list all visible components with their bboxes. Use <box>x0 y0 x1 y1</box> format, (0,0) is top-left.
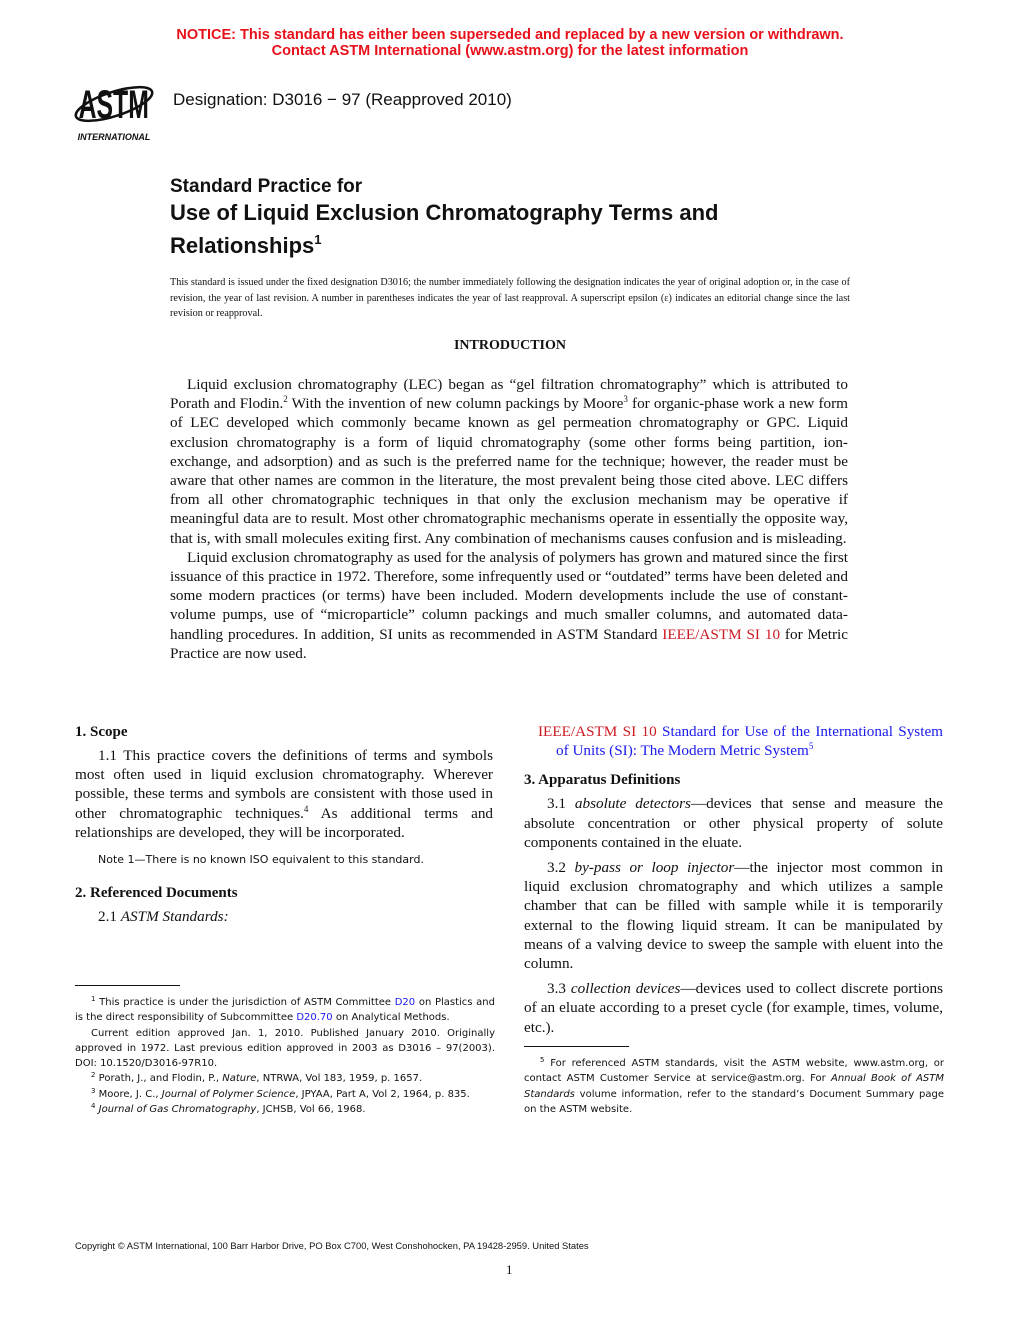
def-term: by-pass or loop injector <box>574 859 735 877</box>
intro-p1-text-b: With the invention of new column packings by Moore <box>287 395 624 413</box>
fn5-text-b: volume information, refer to the standard’s Document Summary page on the ASTM website. <box>524 1088 944 1115</box>
footnote-1-edition: Current edition approved Jan. 1, 2010. Published January 2010. Originally approved in 1972. Last previous edition approved in 2003 as D3016 – 97(2003). DOI: 10.1520/D3016-97R10. <box>75 1027 495 1070</box>
intro-p1-text-c: for organic-phase work a new form of LEC developed which commonly became known as gel permeation chromatography or GPC. Liquid exclusion chromatography is a form of liquid chromatography (some other forms being partition, ion-exchange, and adsorption) and as such is the preferred name for the technique; however, the reader must be aware that other names are common in the literature, the most prevalent being those cited above. LEC differs from all other chromatographic techniques in that only the exclusion mechanism may be operative if meaningful data are to result. Most other chromatographic mechanisms operate in essentially the opposite way, that is, with small molecules exiting first. Any combination of mechanisms causes confusion and is misleading. <box>170 395 848 547</box>
footnotes-left <box>75 995 495 1117</box>
page-number: 1 <box>506 1262 513 1277</box>
fn-mark: 1 <box>91 995 96 1003</box>
fn3-text-a: Moore, J. C., <box>95 1088 162 1100</box>
fn5-text-a: For referenced ASTM standards, visit the ASTM website, www.astm.org, or contact ASTM Customer Service at service@astm.org. For <box>524 1058 944 1085</box>
supersession-notice <box>0 27 1020 59</box>
scope-paragraph-1-1 <box>75 746 493 842</box>
def-term: collection devices <box>570 980 681 998</box>
footnote-ref-3: 3 <box>623 394 628 405</box>
ieee-si10-ref-link[interactable]: IEEE/ASTM SI 10 <box>538 723 657 740</box>
footnote-ref-5: 5 <box>808 741 814 752</box>
subsection-2-1 <box>75 907 493 926</box>
footnote-divider-left <box>75 985 180 986</box>
subsection-label: ASTM Standards: <box>120 908 229 926</box>
committee-d20-link[interactable]: D20 <box>394 997 416 1008</box>
definition-3-2 <box>524 858 943 973</box>
def-number: 3.1 <box>547 795 575 813</box>
fn1-text-b: on Plastics and is the direct responsibility of Subcommittee <box>75 997 495 1024</box>
ieee-si10-title-link[interactable]: Standard for Use of the International System of Units (SI): The Modern Metric System <box>556 723 943 760</box>
fn-mark: 4 <box>91 1102 96 1111</box>
copyright-line: Copyright © ASTM International, 100 Barr Harbor Drive, PO Box C700, West Conshohocken, PA 19428-2959. United States <box>75 1240 589 1251</box>
fn5-book: Annual Book of ASTM Standards <box>524 1073 944 1100</box>
introduction-heading: INTRODUCTION <box>453 338 566 353</box>
footnote-3 <box>75 1087 495 1102</box>
fn3-text-b: , JPYAA, Part A, Vol 2, 1964, p. 835. <box>295 1088 470 1100</box>
fn2-text-a: Porath, J., and Flodin, P., <box>95 1073 223 1085</box>
def-number: 3.3 <box>547 980 571 998</box>
note-1: Note 1—There is no known ISO equivalent to this standard. <box>98 853 424 867</box>
title-line-1: Standard Practice for <box>170 176 363 197</box>
def-text: —the injector most common in liquid exclusion chromatography and which utilizes a sample chamber that can be filled with sample while it is temporarily external to the flowing liquid stream. It can be manipulated by means of a valving device to sweep the sample with eluent into the column. <box>524 859 943 973</box>
footnote-5 <box>524 1056 944 1117</box>
fn2-journal: Nature <box>222 1073 257 1085</box>
scope-text-b: As additional terms and relationships are developed, they will be incorporated. <box>75 804 494 841</box>
ieee-si10-link[interactable]: IEEE/ASTM SI 10 <box>662 625 781 643</box>
def-text: —devices used to collect discrete portions of an eluate according to a preset cycle (for example, times, volume, etc.). <box>524 980 943 1036</box>
definition-3-1 <box>524 794 943 852</box>
left-column <box>75 722 493 926</box>
fn-mark: 2 <box>91 1071 96 1080</box>
footnote-4 <box>75 1102 495 1117</box>
svg-text:ASTM: ASTM <box>78 83 149 128</box>
scope-text-a: 1.1 This practice covers the definitions of terms and symbols most often used in liquid exclusion chromatography. Wherever possible, these terms and symbols are consistent with those used in other chromatographic techniques. <box>75 747 493 822</box>
intro-p2-text-b: for Metric Practice are now used. <box>170 625 848 662</box>
fn4-text-b: , JCHSB, Vol 66, 1968. <box>256 1104 366 1116</box>
def-term: absolute detectors <box>574 795 691 813</box>
issued-statement: This standard is issued under the fixed designation D3016; the number immediately following the designation indicates the year of original adoption or, in the case of revision, the year of last revision. A number in parentheses indicates the year of last reapproval. A superscript epsilon (ε) indicates an editorial change since the last revision or reapproval. <box>170 277 850 319</box>
def-text: —devices that sense and measure the absolute concentration or other physical property of solute components contained in the eluate. <box>524 795 944 851</box>
designation: Designation: D3016 − 97 (Reapproved 2010) <box>173 90 512 109</box>
intro-p2-text-a: Liquid exclusion chromatography as used for the analysis of polymers has grown and matured since the first issuance of this practice in 1972. Therefore, some infrequently used or “outdated” terms have been deleted and some modern practices (or terms) have been included. Modern developments include the use of constant-volume pumps, use of “microparticle” column packings and much smaller columns, and automated data-handling procedures. In addition, SI units as recommended in ASTM Standard <box>170 548 848 643</box>
footnote-1 <box>75 995 495 1026</box>
intro-p1-text-a: Liquid exclusion chromatography (LEC) began as “gel filtration chromatography” which is attributed to Porath and Flodin. <box>170 376 848 413</box>
referenced-standard-entry <box>524 722 943 760</box>
fn4-journal: Journal of Gas Chromatography <box>95 1104 257 1116</box>
fn2-text-b: , NTRWA, Vol 183, 1959, p. 1657. <box>256 1073 423 1085</box>
svg-text:INTERNATIONAL: INTERNATIONAL <box>77 132 151 142</box>
notice-line-1: NOTICE: This standard has either been superseded and replaced by a new version or withdrawn. <box>176 27 844 43</box>
footnote-ref-2: 2 <box>283 394 288 405</box>
footnote-divider-right <box>524 1046 629 1047</box>
def-number: 3.2 <box>547 859 575 877</box>
astm-logo-icon <box>66 72 162 144</box>
title-line-3-text: Relationships <box>170 233 315 258</box>
section-2-heading: 2. Referenced Documents <box>75 885 238 902</box>
title-line-3 <box>170 226 870 259</box>
footnote-2 <box>75 1071 495 1086</box>
subsection-number: 2.1 <box>98 908 121 926</box>
fn3-journal: Journal of Polymer Science <box>161 1088 296 1100</box>
footnotes-right <box>524 1056 944 1117</box>
notice-line-2: Contact ASTM International (www.astm.org) for the latest information <box>271 43 749 59</box>
intro-paragraph-2 <box>170 548 848 663</box>
footnote-ref-4: 4 <box>303 803 309 814</box>
introduction-body <box>170 375 848 663</box>
intro-paragraph-1 <box>170 375 848 548</box>
fn1-text-c: on Analytical Methods. <box>332 1012 450 1024</box>
definition-3-3 <box>524 979 943 1037</box>
footnote-ref-1: 1 <box>314 232 322 247</box>
fn-mark: 3 <box>91 1086 96 1095</box>
document-title <box>170 175 870 259</box>
section-1-heading: 1. Scope <box>75 724 128 740</box>
fn1-text-a: This practice is under the jurisdiction of ASTM Committee <box>95 997 395 1008</box>
astm-logo <box>66 72 162 144</box>
subcommittee-d20-70-link[interactable]: D20.70 <box>296 1012 333 1024</box>
title-line-2: Use of Liquid Exclusion Chromatography Terms and <box>170 200 719 225</box>
section-3-heading: 3. Apparatus Definitions <box>524 772 681 789</box>
right-column <box>524 722 943 1043</box>
fn-mark: 5 <box>540 1056 545 1064</box>
